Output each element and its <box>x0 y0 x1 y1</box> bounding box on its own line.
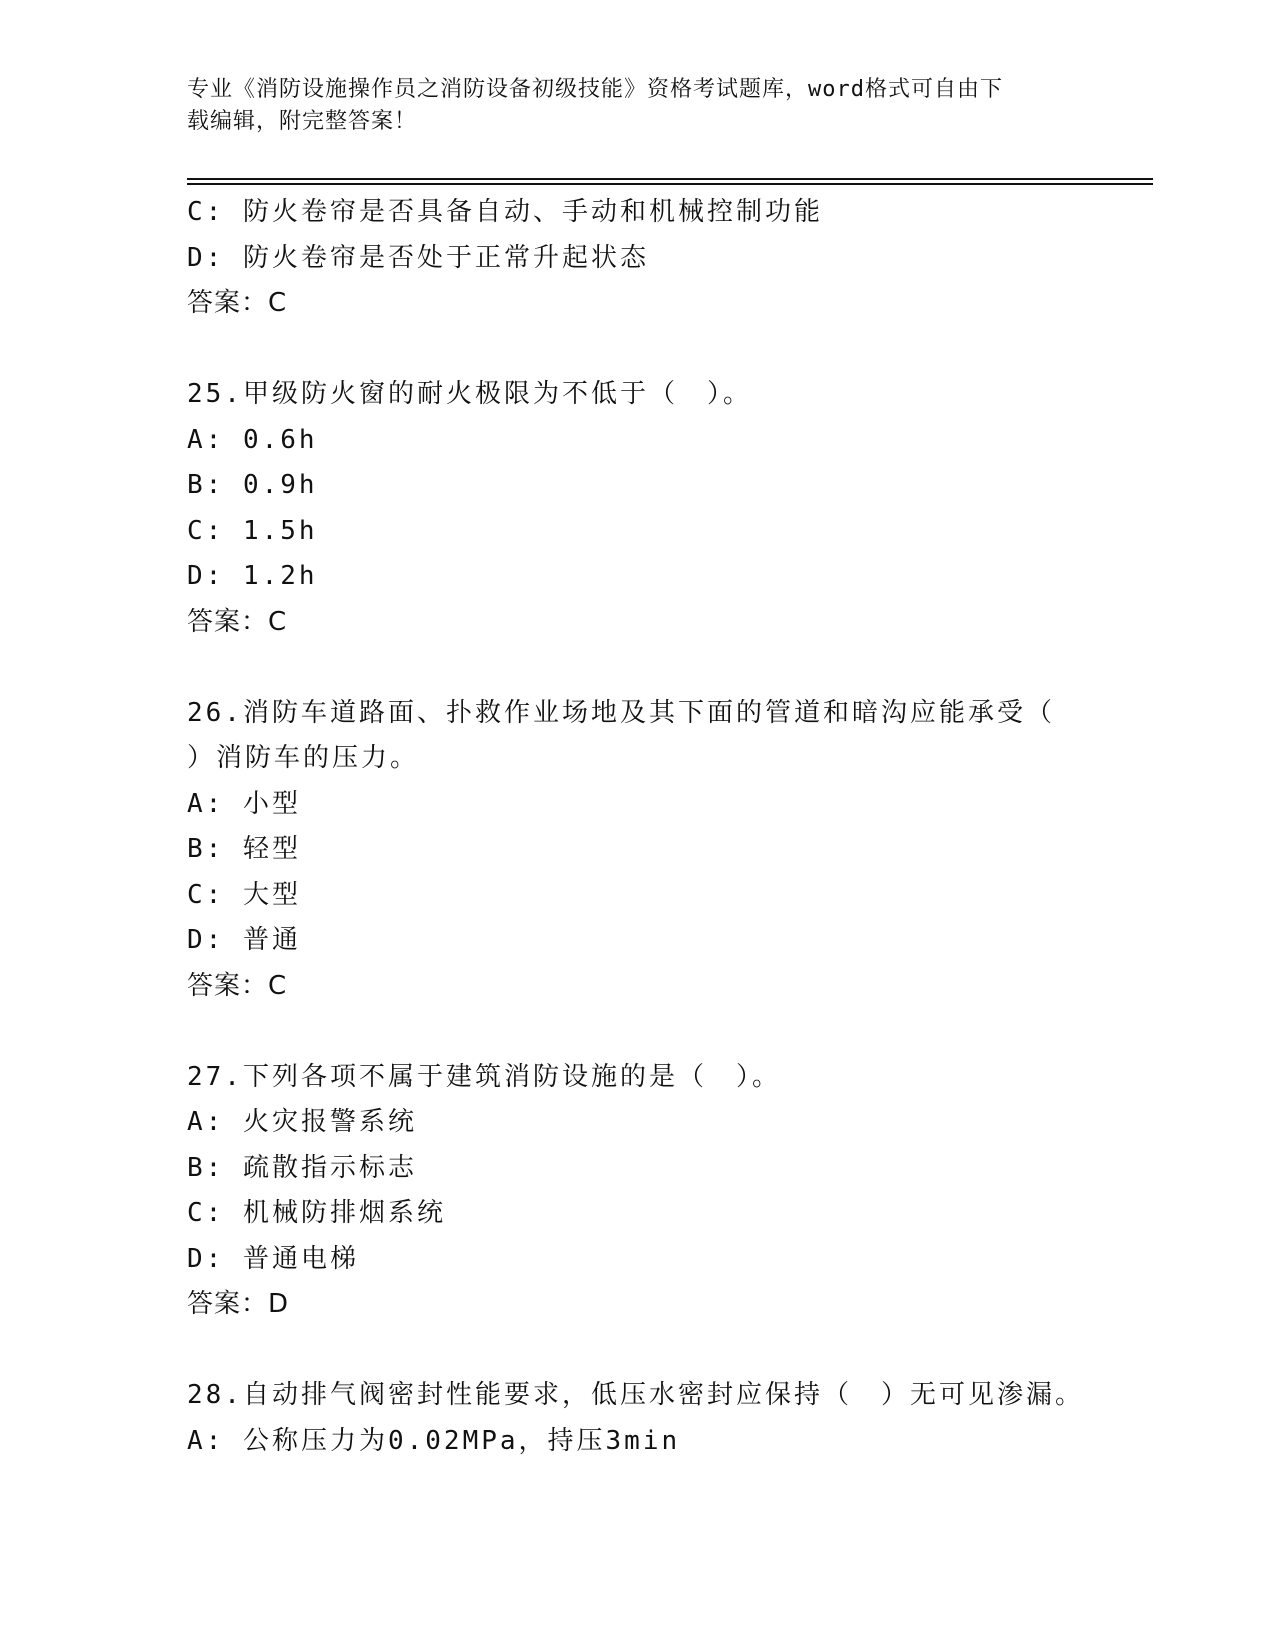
option-a: A: 0.6h <box>187 424 318 455</box>
question-stem: 25.甲级防火窗的耐火极限为不低于（ ）。 <box>187 379 752 409</box>
answer: 答案：C <box>187 970 288 1001</box>
header-divider-top <box>187 178 1153 180</box>
option-b: B: 0.9h <box>187 470 318 500</box>
header-line-1: 专业《消防设施操作员之消防设备初级技能》资格考试题库，word格式可自由下 <box>187 77 1003 102</box>
option-c: C: 防火卷帘是否具备自动、手动和机械控制功能 <box>187 197 823 227</box>
spacer <box>187 1328 1153 1374</box>
question-stem: 27.下列各项不属于建筑消防设施的是（ ）。 <box>187 1061 781 1092</box>
spacer <box>187 1009 1153 1055</box>
option-c: C: 大型 <box>187 879 301 910</box>
spacer <box>187 645 1153 691</box>
answer: 答案：C <box>187 606 288 637</box>
answer: 答案：D <box>187 1289 290 1319</box>
option-c: C: 1.5h <box>187 515 318 546</box>
option-a: A: 火灾报警系统 <box>187 1107 417 1137</box>
spacer <box>187 327 1153 373</box>
question-27 <box>187 1055 1153 1328</box>
question-26 <box>187 691 1153 1010</box>
question-stem: 26.消防车道路面、扑救作业场地及其下面的管道和暗沟应能承受（ <box>187 697 1055 728</box>
option-d: D: 防火卷帘是否处于正常升起状态 <box>187 242 649 273</box>
header-line-2: 载编辑，附完整答案！ <box>187 109 418 134</box>
document-header <box>187 74 1087 138</box>
question-28 <box>187 1373 1153 1464</box>
option-d: D: 普通 <box>187 925 301 955</box>
question-stem: 28.自动排气阀密封性能要求，低压水密封应保持（ ）无可见渗漏。 <box>187 1380 1084 1410</box>
option-c: C: 机械防排烟系统 <box>187 1198 446 1228</box>
header-divider-bottom <box>187 183 1153 185</box>
option-b: B: 轻型 <box>187 834 301 864</box>
question-25 <box>187 372 1153 645</box>
option-a: A: 小型 <box>187 788 301 819</box>
option-a: A: 公称压力为0.02MPa，持压3min <box>187 1425 681 1456</box>
question-list <box>187 190 1153 1464</box>
option-d: D: 普通电梯 <box>187 1243 359 1274</box>
answer: 答案：C <box>187 288 288 318</box>
question-stem-continued: ）消防车的压力。 <box>187 743 420 773</box>
option-d: D: 1.2h <box>187 561 318 591</box>
option-b: B: 疏散指示标志 <box>187 1152 417 1183</box>
